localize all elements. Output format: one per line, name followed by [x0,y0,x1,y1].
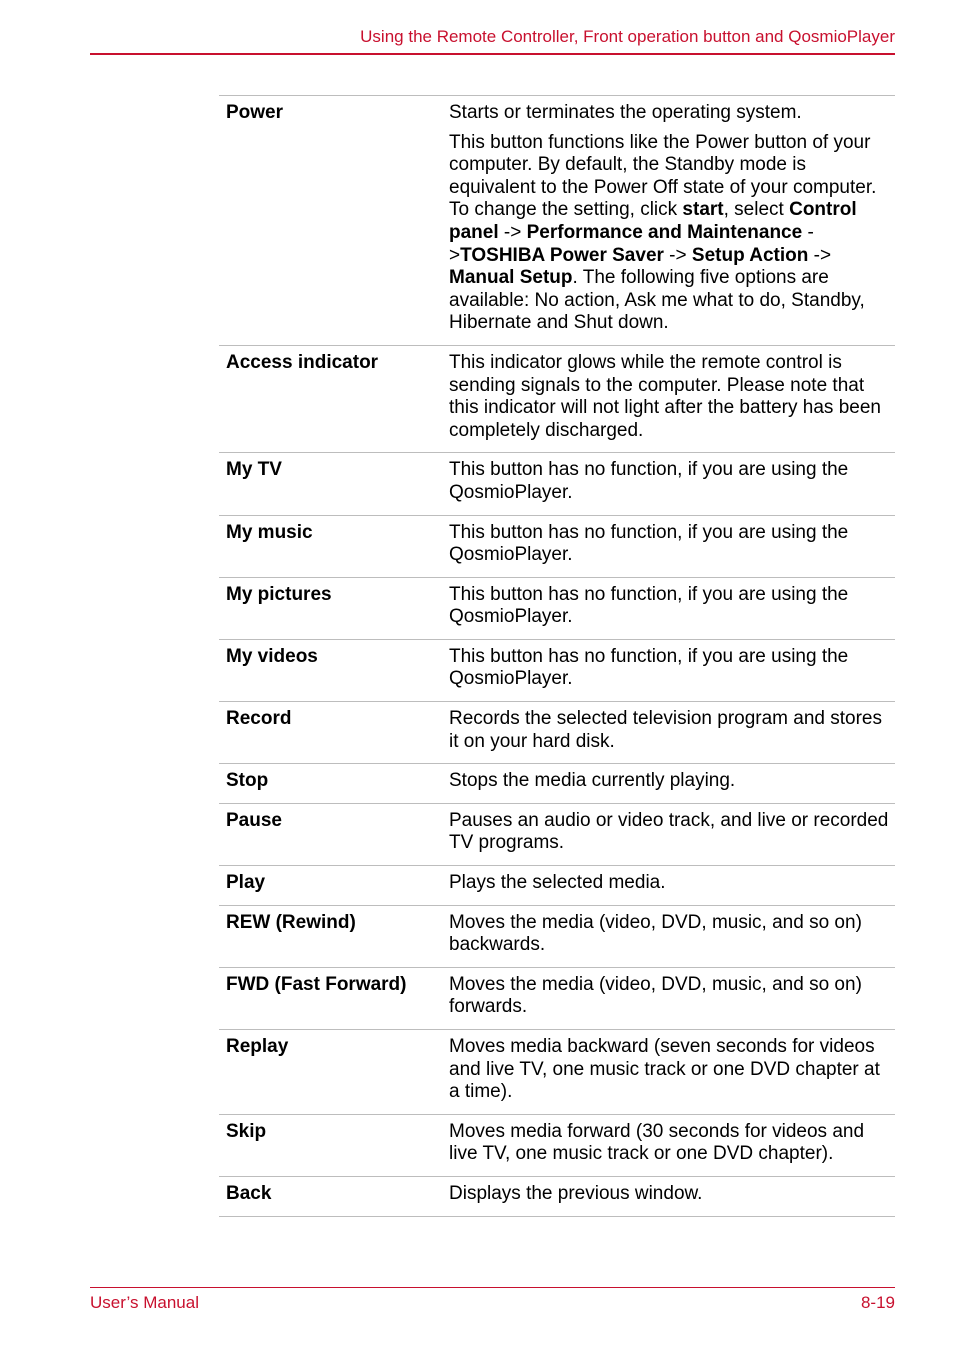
page-number: 8-19 [860,1293,895,1312]
row-term: Access indicator [226,351,379,373]
running-header: Using the Remote Controller, Front operation button and QosmioPlayer [360,27,895,46]
row-description: This button has no function, if you are using the QosmioPlayer. [449,645,849,690]
row-term: Stop [226,770,269,792]
row-description: Records the selected television program and stores it on your hard disk. [449,708,883,752]
row-term: REW (Rewind) [226,911,356,933]
row-term: Pause [226,809,282,831]
row-description: Moves media backward (seven seconds for videos and live TV, one music track or one DVD chapter at a time). [449,1036,880,1103]
table-row [219,453,895,515]
table-row [219,866,895,906]
table-row [219,1115,895,1177]
table-row [219,346,895,453]
table-row [219,1177,895,1217]
bold-term: TOSHIBA Power Saver [460,244,664,266]
footer-divider [90,1287,895,1288]
bold-term: Manual Setup [449,267,573,289]
row-description: This button has no function, if you are using the QosmioPlayer. [449,521,849,566]
row-term: My TV [226,459,282,481]
table-row [219,516,895,578]
row-term: Replay [226,1036,289,1057]
row-description: This indicator glows while the remote control is sending signals to the computer. Please note that this indicator will not light after the battery has been completely discharged. [449,351,881,441]
row-term: Back [226,1182,272,1204]
bold-term: Performance and Maintenance [526,221,803,243]
row-description: Stops the media currently playing. [449,770,736,792]
row-description: Displays the previous window. [449,1182,703,1204]
row-description: Moves the media (video, DVD, music, and so on) backwards. [449,911,862,956]
bold-term: start [682,199,724,221]
row-term: My pictures [226,583,332,605]
row-description: Moves media forward (30 seconds for videos and live TV, one music track or one DVD chapter). [449,1120,865,1165]
row-term: My music [226,521,313,543]
table-row [219,1030,895,1115]
table-row [219,702,895,764]
row-description: Moves the media (video, DVD, music, and so on) forwards. [449,973,862,1018]
row-description: This button has no function, if you are using the QosmioPlayer. [449,459,849,503]
table-row-power [219,96,895,346]
table-row [219,764,895,804]
row-term: FWD (Fast Forward) [226,973,407,995]
power-desc-para2: This button functions like the Power button of your computer. By default, the Standby mode is equivalent to the Power Off state of your computer. To change the setting, click start, select Control panel -> Performance and Maintenance ->TOSHIBA Power Saver -> Setup Action -> Manual Setup. The following five options are available: No action, Ask me what to do, Standby, Hibernate and Shut down. [449,131,877,334]
row-term: My videos [226,645,318,667]
bold-term: Setup Action [691,244,809,266]
power-desc-para1: Starts or terminates the operating system. [449,102,802,123]
header-divider [90,53,895,55]
row-term: Power [226,102,284,123]
row-term: Skip [226,1120,267,1142]
row-description: Pauses an audio or video track, and live or recorded TV programs. [449,809,889,854]
table-row [219,640,895,702]
table-row [219,906,895,968]
row-term: Record [226,708,292,730]
row-description [449,102,895,335]
row-description: This button has no function, if you are using the QosmioPlayer. [449,583,849,628]
footer-manual-title: User’s Manual [90,1293,199,1312]
button-function-table [219,95,895,1217]
row-term: Play [226,872,266,894]
bold-term: Control panel [449,199,857,243]
table-row [219,804,895,866]
table-row [219,578,895,640]
table-row [219,968,895,1030]
row-description: Plays the selected media. [449,872,666,894]
